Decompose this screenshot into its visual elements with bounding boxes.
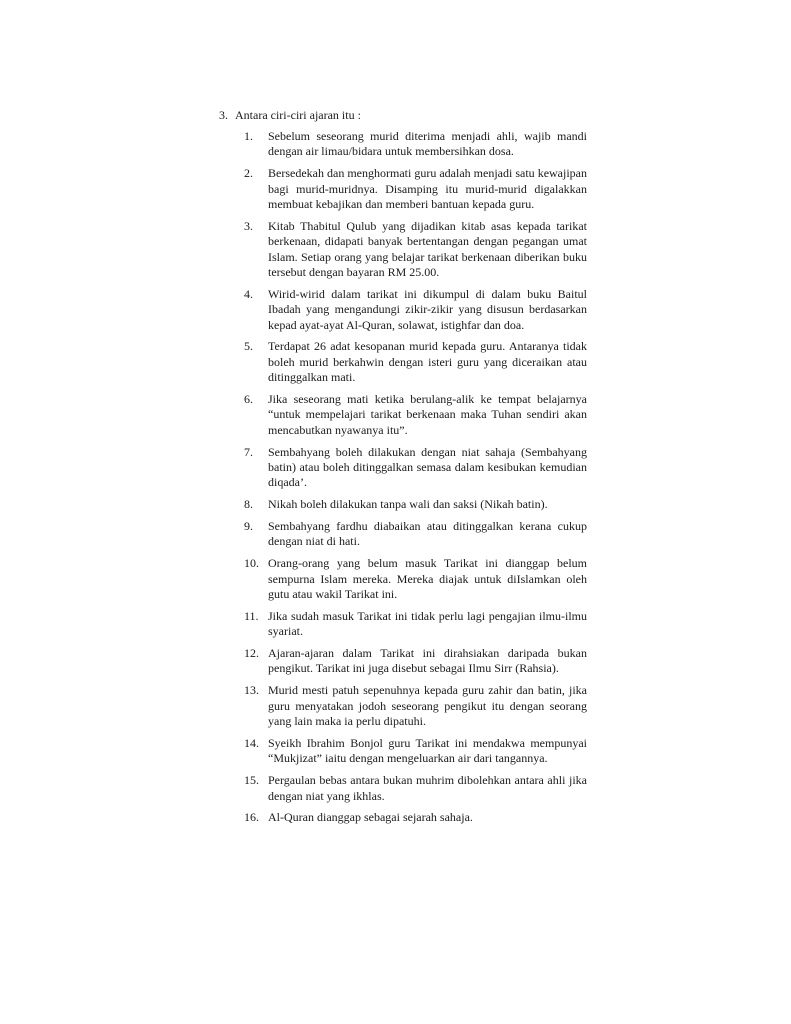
item-text: Jika sudah masuk Tarikat ini tidak perlu lagi pengajian ilmu-ilmu syariat. <box>268 608 587 639</box>
list-item <box>244 736 587 767</box>
section-heading-text: Antara ciri-ciri ajaran itu : <box>235 108 361 122</box>
list-item <box>244 219 587 281</box>
item-text: Orang-orang yang belum masuk Tarikat ini dianggap belum sempurna Islam mereka. Mereka diajak untuk diIslamkan oleh gutu atau wakil Tarikat ini. <box>268 556 587 602</box>
item-text: Al-Quran dianggap sebagai sejarah sahaja. <box>268 810 473 825</box>
list-item <box>244 287 587 333</box>
list-item <box>244 810 587 825</box>
item-number: 10. <box>244 556 259 571</box>
item-number: 11. <box>244 608 259 623</box>
list-item <box>244 556 587 602</box>
item-number: 8. <box>244 497 253 512</box>
item-text: Bersedekah dan menghormati guru adalah menjadi satu kewajipan bagi murid-muridnya. Disamping itu murid-murid digalakkan membuat kebajikan dan memberi bantuan kepada guru. <box>268 166 587 212</box>
list-item <box>244 683 587 729</box>
section-heading <box>219 108 361 123</box>
item-text: Sebelum seseorang murid diterima menjadi ahli, wajib mandi dengan air limau/bidara untuk membersihkan dosa. <box>268 129 587 159</box>
item-number: 9. <box>244 519 253 534</box>
list-item <box>244 339 587 385</box>
item-text: Terdapat 26 adat kesopanan murid kepada guru. Antaranya tidak boleh murid berkahwin dengan isteri guru yang diceraikan atau ditinggalkan mati. <box>268 339 587 385</box>
item-text: Murid mesti patuh sepenuhnya kepada guru zahir dan batin, jika guru menyatakan jodoh seseorang pengikut itu dengan seorang yang lain maka ia perlu dipatuhi. <box>268 683 587 729</box>
item-text: Ajaran-ajaran dalam Tarikat ini dirahsiakan daripada bukan pengikut. Tarikat ini juga disebut sebagai Ilmu Sirr (Rahsia). <box>268 646 587 676</box>
list-item <box>244 519 587 550</box>
item-number: 7. <box>244 444 253 459</box>
item-text: Jika seseorang mati ketika berulang-alik ke tempat belajarnya “untuk mempelajari tarikat berkenaan maka Tuhan sendiri akan mencabutkan nyawanya itu”. <box>268 392 587 437</box>
item-number: 15. <box>244 773 259 788</box>
item-number: 5. <box>244 339 253 354</box>
item-text: Kitab Thabitul Qulub yang dijadikan kitab asas kepada tarikat berkenaan, didapati banyak bertentangan dengan pegangan umat Islam. Setiap orang yang belajar tarikat berkenaan diberikan buku tersebut dengan bayaran RM 25.00. <box>268 218 587 280</box>
item-number: 14. <box>244 735 259 750</box>
item-text: Syeikh Ibrahim Bonjol guru Tarikat ini mendakwa mempunyai “Mukjizat” iaitu dengan mengeluarkan air dari tangannya. <box>268 735 587 766</box>
item-text: Sembahyang boleh dilakukan dengan niat sahaja (Sembahyang batin) atau boleh ditinggalkan semasa dalam kesibukan kemudian diqada’. <box>268 444 587 490</box>
item-text: Pergaulan bebas antara bukan muhrim dibolehkan antara ahli jika dengan niat yang ikhlas. <box>268 773 587 803</box>
item-number: 16. <box>244 810 259 825</box>
teachings-list <box>244 129 587 832</box>
item-number: 1. <box>244 129 253 143</box>
item-text: Wirid-wirid dalam tarikat ini dikumpul di dalam buku Baitul Ibadah yang mengandungi zikir-zikir yang disusun berdasarkan kepad ayat-ayat Al-Quran, solawat, istighfar dan doa. <box>268 286 587 332</box>
list-item <box>244 445 587 491</box>
item-number: 3. <box>244 218 253 233</box>
list-item <box>244 166 587 212</box>
list-item <box>244 609 587 640</box>
list-item <box>244 646 587 677</box>
list-item <box>244 497 587 512</box>
list-item <box>244 392 587 438</box>
section-number: 3. <box>219 108 228 122</box>
item-number: 4. <box>244 286 253 301</box>
item-number: 6. <box>244 392 253 407</box>
list-item <box>244 773 587 804</box>
list-item <box>244 129 587 160</box>
item-text: Sembahyang fardhu diabaikan atau ditinggalkan kerana cukup dengan niat di hati. <box>268 519 587 549</box>
item-number: 13. <box>244 683 259 698</box>
item-number: 2. <box>244 166 253 181</box>
item-number: 12. <box>244 646 259 661</box>
item-text: Nikah boleh dilakukan tanpa wali dan saksi (Nikah batin). <box>268 497 548 512</box>
